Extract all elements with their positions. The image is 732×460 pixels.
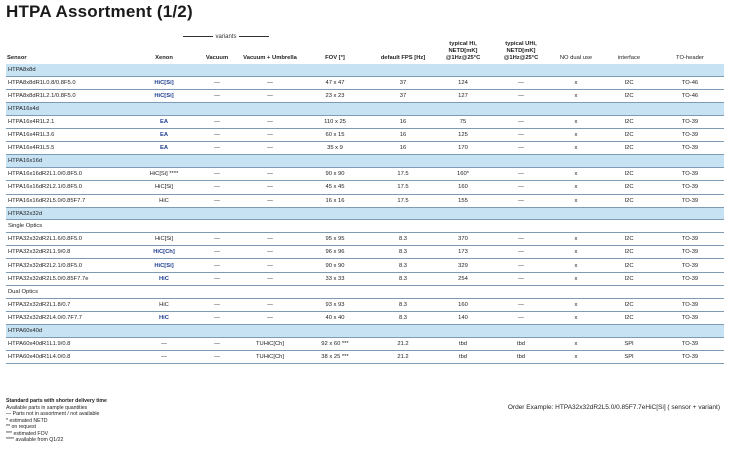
cell-netd-hi: 173 [434, 246, 492, 259]
cell-to-header: TO-39 [656, 337, 724, 350]
table-row [6, 272, 724, 285]
cell-netd-uhi: tbd [492, 350, 550, 363]
cell-sensor: HTPA16x16dR2L1.0/0.8F5.0 [6, 167, 136, 180]
col-fov: FOV [°] [325, 55, 345, 61]
cell-vacuum: — [192, 76, 242, 89]
cell-to-header: TO-39 [656, 350, 724, 363]
cell-vacuum: — [192, 311, 242, 324]
cell-netd-hi: 124 [434, 76, 492, 89]
cell-sensor: HTPA8x8dR1L0.8/0.8F5.0 [6, 76, 136, 89]
cell-netd-uhi: — [492, 76, 550, 89]
cell-fov: 95 x 95 [298, 232, 372, 245]
cell-netd-uhi: — [492, 89, 550, 102]
cell-netd-uhi: tbd [492, 337, 550, 350]
cell-netd-hi: tbd [434, 350, 492, 363]
cell-netd-uhi: — [492, 259, 550, 272]
col-vacuum-umbrella: Vacuum + Umbrella [243, 55, 297, 61]
cell-to-header: TO-39 [656, 298, 724, 311]
cell-vacuum-umbrella: — [242, 142, 298, 155]
cell-sensor: HTPA32x32dR2L1.8/0.7 [6, 298, 136, 311]
cell-dual-use: x [550, 89, 602, 102]
cell-netd-hi: 160* [434, 167, 492, 180]
cell-xenon: HiC[Si] [136, 232, 192, 245]
variants-group-label: variants [170, 34, 282, 40]
cell-vacuum: — [192, 181, 242, 194]
cell-netd-hi: 170 [434, 142, 492, 155]
subgroup-label: Dual Optics [6, 286, 724, 299]
cell-interface: I2C [602, 142, 656, 155]
cell-dual-use: x [550, 167, 602, 180]
cell-to-header: TO-39 [656, 194, 724, 207]
cell-vacuum-umbrella: TUHiC[Ch] [242, 337, 298, 350]
cell-dual-use: x [550, 350, 602, 363]
footnote-line: * estimated NETD [6, 417, 48, 424]
col-to-header: TO-header [676, 55, 704, 61]
cell-interface: I2C [602, 89, 656, 102]
col-sensor: Sensor [7, 55, 27, 61]
footnote-heading: Standard parts with shorter delivery time [6, 398, 107, 404]
cell-netd-hi: 160 [434, 181, 492, 194]
cell-to-header: TO-39 [656, 181, 724, 194]
cell-xenon: HiC[Si] [136, 76, 192, 89]
cell-sensor: HTPA16x4R1L2.1 [6, 115, 136, 128]
table-row [6, 142, 724, 155]
cell-vacuum-umbrella: TUHiC[Ch] [242, 350, 298, 363]
cell-netd-uhi: — [492, 142, 550, 155]
group-row [6, 103, 724, 116]
subgroup-row [6, 220, 724, 233]
cell-sensor: HTPA16x16dR2L2.1/0.8F5.0 [6, 181, 136, 194]
table-row [6, 337, 724, 350]
group-row [6, 155, 724, 168]
cell-interface: SPI [602, 350, 656, 363]
cell-fps: 17.5 [372, 167, 434, 180]
footnotes [6, 398, 107, 444]
cell-vacuum: — [192, 298, 242, 311]
cell-netd-hi: 254 [434, 272, 492, 285]
table-row [6, 167, 724, 180]
cell-fps: 16 [372, 142, 434, 155]
cell-sensor: HTPA16x4R1L5.5 [6, 142, 136, 155]
group-row [6, 207, 724, 220]
group-row [6, 64, 724, 76]
subgroup-label: Single Optics [6, 220, 724, 233]
cell-interface: SPI [602, 337, 656, 350]
cell-vacuum-umbrella: — [242, 272, 298, 285]
cell-dual-use: x [550, 181, 602, 194]
cell-fov: 90 x 90 [298, 167, 372, 180]
cell-xenon: HiC[Si] [136, 181, 192, 194]
cell-dual-use: x [550, 246, 602, 259]
table-row [6, 298, 724, 311]
cell-fps: 8.3 [372, 311, 434, 324]
cell-fov: 90 x 90 [298, 259, 372, 272]
cell-to-header: TO-39 [656, 259, 724, 272]
cell-netd-uhi: — [492, 246, 550, 259]
cell-netd-uhi: — [492, 181, 550, 194]
cell-vacuum-umbrella: — [242, 311, 298, 324]
group-label: HTPA60x40d [6, 325, 724, 338]
cell-fps: 37 [372, 89, 434, 102]
table-row [6, 259, 724, 272]
cell-interface: I2C [602, 246, 656, 259]
cell-fps: 8.3 [372, 272, 434, 285]
cell-netd-uhi: — [492, 128, 550, 141]
cell-xenon: HiC [136, 272, 192, 285]
cell-vacuum-umbrella: — [242, 246, 298, 259]
table-header-row [6, 40, 724, 64]
table-row [6, 181, 724, 194]
cell-fps: 17.5 [372, 181, 434, 194]
cell-fps: 8.3 [372, 259, 434, 272]
cell-netd-uhi: — [492, 194, 550, 207]
cell-vacuum-umbrella: — [242, 232, 298, 245]
group-row [6, 325, 724, 338]
cell-interface: I2C [602, 167, 656, 180]
cell-dual-use: x [550, 337, 602, 350]
cell-netd-uhi: — [492, 232, 550, 245]
cell-netd-hi: 140 [434, 311, 492, 324]
cell-sensor: HTPA60x40dR1L4.0/0.8 [6, 350, 136, 363]
cell-to-header: TO-39 [656, 232, 724, 245]
cell-interface: I2C [602, 298, 656, 311]
cell-fov: 40 x 40 [298, 311, 372, 324]
cell-vacuum: — [192, 337, 242, 350]
cell-sensor: HTPA32x32dR2L5.0/0.85F7.7e [6, 272, 136, 285]
cell-vacuum: — [192, 89, 242, 102]
cell-vacuum: — [192, 142, 242, 155]
cell-sensor: HTPA16x4R1L3.6 [6, 128, 136, 141]
table-row [6, 246, 724, 259]
cell-netd-uhi: — [492, 272, 550, 285]
cell-to-header: TO-39 [656, 311, 724, 324]
footnote-line: ** on request [6, 424, 36, 430]
cell-vacuum: — [192, 246, 242, 259]
cell-sensor: HTPA32x32dR2L1.6/0.8F5.0 [6, 232, 136, 245]
cell-netd-uhi: — [492, 298, 550, 311]
cell-vacuum: — [192, 259, 242, 272]
cell-interface: I2C [602, 76, 656, 89]
footnote-line: **** available from Q1/22 [6, 437, 64, 443]
table-row [6, 232, 724, 245]
footnote-line: — Parts not in assortment / not available [6, 411, 100, 417]
cell-dual-use: x [550, 76, 602, 89]
cell-to-header: TO-39 [656, 115, 724, 128]
table-row [6, 128, 724, 141]
cell-vacuum: — [192, 115, 242, 128]
cell-vacuum-umbrella: — [242, 181, 298, 194]
cell-fps: 16 [372, 128, 434, 141]
cell-vacuum: — [192, 167, 242, 180]
cell-netd-hi: 125 [434, 128, 492, 141]
cell-dual-use: x [550, 259, 602, 272]
cell-to-header: TO-39 [656, 128, 724, 141]
col-netd-hi: typical Hi, NETD[mK] @1Hz@25°C [445, 41, 481, 61]
cell-to-header: TO-46 [656, 76, 724, 89]
cell-sensor: HTPA8x8dR1L2.1/0.8F5.0 [6, 89, 136, 102]
col-vacuum: Vacuum [205, 55, 229, 61]
cell-fps: 37 [372, 76, 434, 89]
cell-sensor: HTPA16x16dR2L5.0/0.85F7.7 [6, 194, 136, 207]
cell-netd-uhi: — [492, 115, 550, 128]
group-label: HTPA32x32d [6, 207, 724, 220]
table-row [6, 194, 724, 207]
col-xenon: Xenon [155, 55, 173, 61]
cell-vacuum-umbrella: — [242, 167, 298, 180]
cell-fov: 47 x 47 [298, 76, 372, 89]
cell-sensor: HTPA32x32dR2L4.0/0.7F7.7 [6, 311, 136, 324]
cell-xenon: HiC[Si] **** [136, 167, 192, 180]
page-title: HTPA Assortment (1/2) [6, 2, 193, 21]
table-row [6, 311, 724, 324]
cell-fps: 8.3 [372, 232, 434, 245]
cell-fov: 45 x 45 [298, 181, 372, 194]
cell-fov: 60 x 15 [298, 128, 372, 141]
cell-fps: 21.2 [372, 337, 434, 350]
cell-interface: I2C [602, 181, 656, 194]
cell-to-header: TO-39 [656, 272, 724, 285]
cell-dual-use: x [550, 298, 602, 311]
cell-dual-use: x [550, 194, 602, 207]
cell-dual-use: x [550, 115, 602, 128]
cell-fps: 21.2 [372, 350, 434, 363]
assortment-table [6, 40, 724, 364]
cell-vacuum: — [192, 128, 242, 141]
cell-vacuum-umbrella: — [242, 298, 298, 311]
cell-dual-use: x [550, 232, 602, 245]
cell-netd-hi: 75 [434, 115, 492, 128]
cell-dual-use: x [550, 311, 602, 324]
group-label: HTPA8x8d [6, 64, 724, 76]
cell-interface: I2C [602, 194, 656, 207]
cell-xenon: HiC[Si] [136, 89, 192, 102]
cell-fov: 16 x 16 [298, 194, 372, 207]
footnote-line: *** estimated FOV [6, 430, 49, 437]
cell-xenon: — [136, 337, 192, 350]
cell-xenon: HiC [136, 298, 192, 311]
cell-fov: 96 x 96 [298, 246, 372, 259]
cell-sensor: HTPA60x40dR1L1.9/0.8 [6, 337, 136, 350]
table-row [6, 350, 724, 363]
cell-to-header: TO-39 [656, 167, 724, 180]
cell-netd-hi: 329 [434, 259, 492, 272]
cell-netd-hi: 155 [434, 194, 492, 207]
cell-fps: 17.5 [372, 194, 434, 207]
footnote-line: Available parts in sample quantities [6, 404, 88, 411]
cell-vacuum: — [192, 272, 242, 285]
cell-vacuum-umbrella: — [242, 194, 298, 207]
cell-fov: 38 x 25 *** [298, 350, 372, 363]
cell-netd-uhi: — [492, 311, 550, 324]
cell-interface: I2C [602, 232, 656, 245]
cell-xenon: EA [136, 142, 192, 155]
cell-fov: 23 x 23 [298, 89, 372, 102]
cell-netd-hi: tbd [434, 337, 492, 350]
col-netd-uhi: typical UHi, NETD[mK] @1Hz@25°C [503, 41, 539, 61]
cell-vacuum-umbrella: — [242, 115, 298, 128]
cell-interface: I2C [602, 272, 656, 285]
group-label: HTPA16x4d [6, 103, 724, 116]
cell-fps: 8.3 [372, 246, 434, 259]
cell-dual-use: x [550, 142, 602, 155]
cell-xenon: — [136, 350, 192, 363]
table-row [6, 76, 724, 89]
cell-xenon: EA [136, 115, 192, 128]
cell-fps: 8.3 [372, 298, 434, 311]
cell-interface: I2C [602, 115, 656, 128]
cell-fov: 92 x 60 *** [298, 337, 372, 350]
cell-vacuum-umbrella: — [242, 76, 298, 89]
cell-netd-hi: 160 [434, 298, 492, 311]
col-interface: interface [617, 55, 641, 61]
cell-xenon: HiC [136, 194, 192, 207]
cell-dual-use: x [550, 128, 602, 141]
cell-fov: 35 x 9 [298, 142, 372, 155]
cell-dual-use: x [550, 272, 602, 285]
cell-to-header: TO-39 [656, 246, 724, 259]
cell-sensor: HTPA32x32dR2L1.9/0.8 [6, 246, 136, 259]
cell-vacuum: — [192, 350, 242, 363]
cell-fov: 33 x 33 [298, 272, 372, 285]
cell-xenon: EA [136, 128, 192, 141]
table-row [6, 115, 724, 128]
col-no-dual-use: NO dual use [559, 55, 593, 61]
order-example: Order Example: HTPA32x32dR2L5.0/0.85F7.7eHiC[Si] ( sensor + variant) [507, 404, 720, 411]
cell-vacuum-umbrella: — [242, 128, 298, 141]
cell-vacuum: — [192, 232, 242, 245]
cell-xenon: HiC[Ch] [136, 246, 192, 259]
cell-to-header: TO-46 [656, 89, 724, 102]
cell-interface: I2C [602, 259, 656, 272]
cell-fov: 93 x 93 [298, 298, 372, 311]
cell-interface: I2C [602, 311, 656, 324]
group-label: HTPA16x16d [6, 155, 724, 168]
cell-netd-hi: 370 [434, 232, 492, 245]
cell-fov: 110 x 25 [298, 115, 372, 128]
cell-interface: I2C [602, 128, 656, 141]
cell-netd-uhi: — [492, 167, 550, 180]
cell-netd-hi: 127 [434, 89, 492, 102]
subgroup-row [6, 286, 724, 299]
table-row [6, 89, 724, 102]
cell-vacuum-umbrella: — [242, 259, 298, 272]
cell-sensor: HTPA32x32dR2L2.1/0.8F5.0 [6, 259, 136, 272]
col-default-fps: default FPS [Hz] [380, 55, 426, 61]
cell-xenon: HiC[Si] [136, 259, 192, 272]
cell-xenon: HiC [136, 311, 192, 324]
cell-to-header: TO-39 [656, 142, 724, 155]
cell-fps: 16 [372, 115, 434, 128]
cell-vacuum: — [192, 194, 242, 207]
cell-vacuum-umbrella: — [242, 89, 298, 102]
